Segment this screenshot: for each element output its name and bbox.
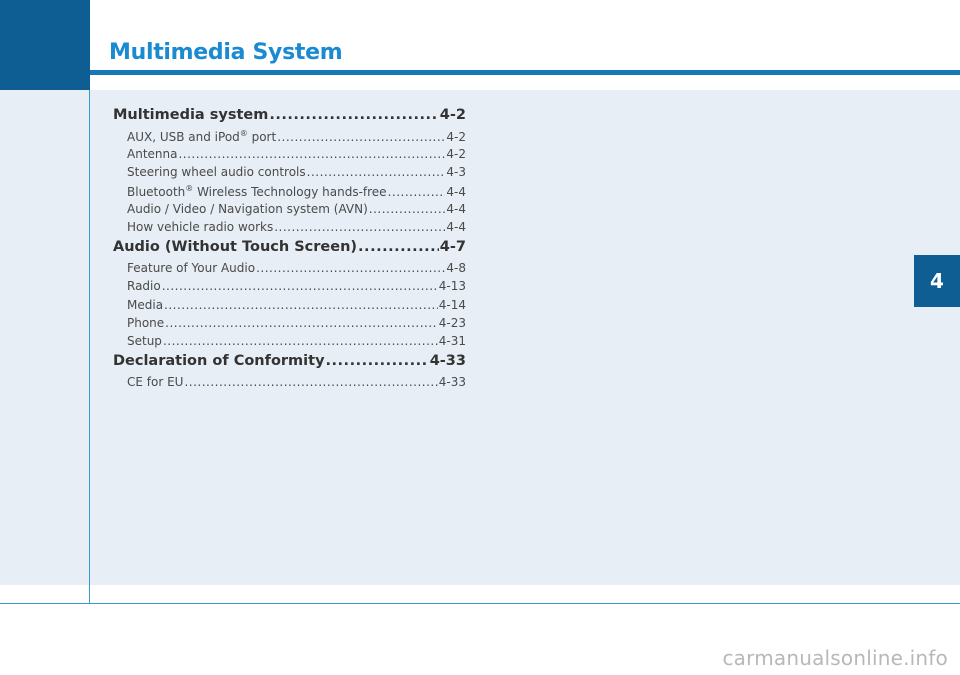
toc-subentry[interactable] [113,202,466,220]
toc-entry-title: Declaration of Conformity [113,353,325,370]
toc-entry-title: Antenna [127,147,178,162]
left-divider-line [89,90,90,604]
registered-mark: ® [185,183,194,193]
registered-mark: ® [239,129,248,138]
toc-page-number: 4-14 [438,297,466,312]
toc-section-entry[interactable] [113,107,466,129]
toc-subentry[interactable] [113,220,466,238]
toc-page-number: 4-8 [446,261,466,276]
dot-leader [162,279,438,293]
toc-subentry[interactable] [113,316,466,334]
chapter-tab[interactable]: 4 [914,255,960,307]
dot-leader [307,165,446,179]
toc-page-number: 4-23 [438,315,466,330]
toc-subentry[interactable] [113,334,466,352]
toc-subentry[interactable] [113,147,466,165]
toc-entry-title: CE for EU [127,375,184,390]
toc-page-number: 4-4 [446,184,466,199]
dot-leader [388,185,446,199]
toc-page-number: 4-2 [446,147,466,162]
toc-entry-title: Phone [127,315,165,330]
toc-page-number: 4-4 [446,201,466,216]
dot-leader [326,353,429,369]
toc-entry-title: Bluetooth® Wireless Technology hands-free [127,183,387,199]
table-of-contents [113,106,466,393]
toc-subentry[interactable] [113,298,466,316]
dot-leader [163,334,438,348]
toc-subentry[interactable] [113,165,466,183]
toc-subentry[interactable] [113,184,466,202]
toc-page-number: 4-4 [446,219,466,234]
dot-leader [269,107,438,123]
toc-section-entry[interactable] [113,353,466,375]
toc-entry-title: Multimedia system [113,107,269,123]
toc-page-number: 4-7 [439,239,466,256]
toc-entry-title: Setup [127,333,162,348]
toc-entry-title: Audio / Video / Navigation system (AVN) [127,201,368,216]
toc-entry-title: Radio [127,279,161,294]
dot-leader [358,239,439,255]
toc-page-number: 4-2 [446,130,466,144]
watermark: carmanualsonline.info [722,646,948,670]
corner-block [0,0,90,90]
dot-leader [256,261,445,275]
toc-entry-title: How vehicle radio works [127,219,274,234]
dot-leader [274,220,445,234]
toc-page-number: 4-33 [438,375,466,390]
toc-page-number: 4-31 [438,333,466,348]
toc-subentry[interactable] [113,129,466,147]
toc-page-number: 4-13 [438,279,466,294]
toc-subentry[interactable] [113,261,466,279]
dot-leader [178,147,445,161]
dot-leader [184,375,437,389]
toc-section-entry[interactable] [113,239,466,261]
dot-leader [369,202,446,216]
toc-subentry[interactable] [113,375,466,393]
title-underline [90,70,960,75]
bottom-divider-line [0,603,960,604]
toc-entry-title: AUX, USB and iPod® port [127,129,277,144]
toc-page-number: 4-3 [446,165,466,180]
toc-entry-title: Media [127,297,164,312]
dot-leader [277,130,445,144]
toc-entry-title: Steering wheel audio controls [127,165,306,180]
toc-subentry[interactable] [113,279,466,297]
dot-leader [164,298,438,312]
toc-entry-title: Feature of Your Audio [127,261,256,276]
page-title: Multimedia System [109,40,343,65]
dot-leader [165,316,438,330]
toc-page-number: 4-2 [439,107,466,123]
toc-entry-title: Audio (Without Touch Screen) [113,239,358,256]
toc-page-number: 4-33 [429,353,466,370]
